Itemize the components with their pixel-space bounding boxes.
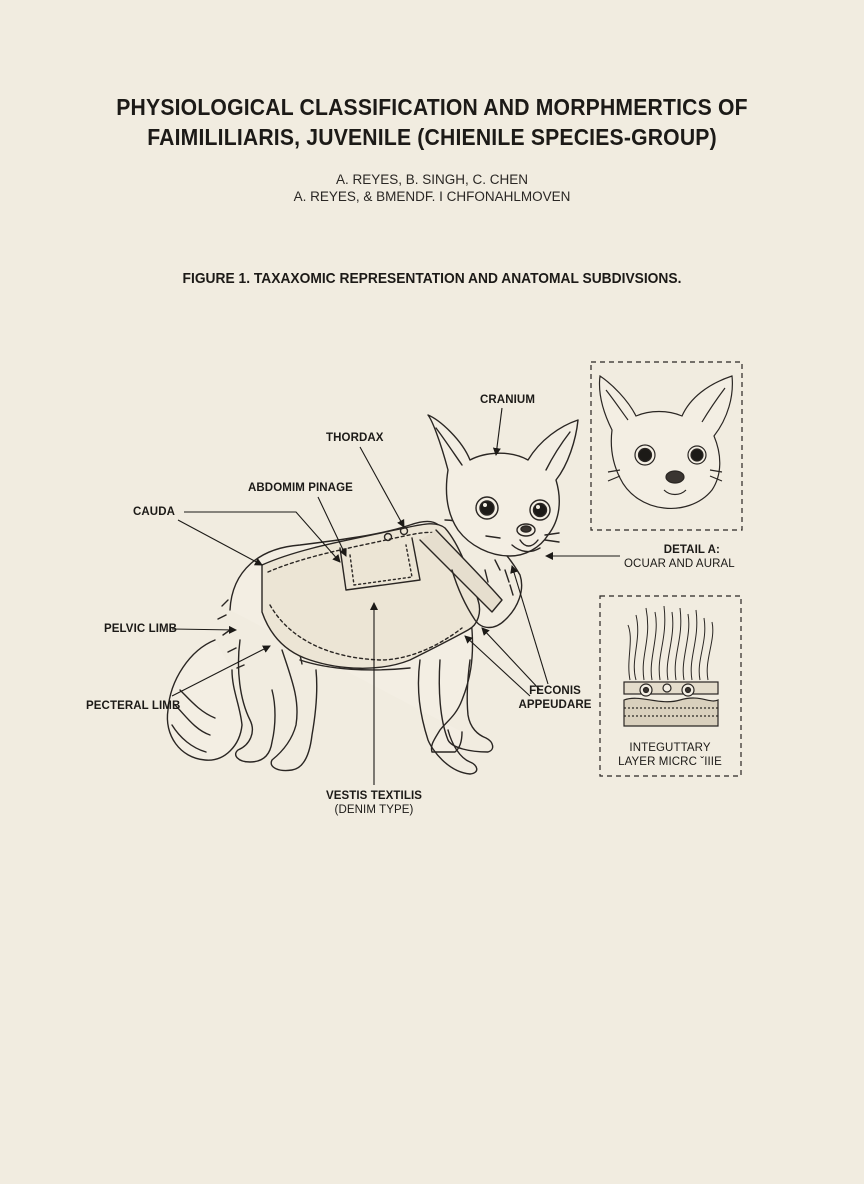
label-vestis (324, 789, 424, 817)
cranium-leader (496, 408, 502, 455)
label-detail-a (624, 543, 735, 571)
title-line-2: FAIMILILIARIS, JUVENILE (CHIENILE SPECIES-GROUP) (147, 124, 717, 150)
label-abdomen: ABDOMIM PINAGE (248, 482, 353, 494)
label-thorax: THORDAX (326, 432, 384, 444)
vestis-line-1: VESTIS TEXTILIS (325, 790, 423, 802)
figure-caption: FIGURE 1. TAXAXOMIC REPRESENTATION AND ANATOMAL SUBDIVSIONS. (182, 270, 682, 287)
integument-line-2: LAYER MICRC ˇIIIE (618, 756, 722, 768)
label-feconis (512, 684, 598, 712)
detail-face-sketch (600, 376, 733, 508)
label-integument (604, 741, 736, 769)
cauda-leader-2 (178, 520, 262, 565)
hair-strands (628, 606, 713, 680)
label-cranium: CRANIUM (480, 394, 535, 406)
thorax-leader (360, 447, 404, 527)
authors-line-1: A. REYES, B. SINGH, C. CHEN (335, 172, 529, 187)
vestis-line-2: (DENIM TYPE) (334, 804, 414, 816)
detail-a-inset (591, 362, 742, 530)
detail-a-line-2: OCUAR AND AURAL (624, 558, 735, 570)
hind-leg-right (271, 650, 317, 771)
feconis-line-2: APPEUDARE (518, 699, 592, 711)
title-line-1: PHYSIOLOGICAL CLASSIFICATION AND MORPHMERTICS OF (116, 94, 748, 120)
hind-leg-left (236, 640, 275, 762)
authors-line-2: A. REYES, & BMENDF. I CHFONAHLMOVEN (293, 189, 571, 204)
integument-line-1: INTEGUTTARY (629, 742, 711, 754)
feconis-line-1: FECONIS (529, 685, 581, 697)
pelvic-limb-leader (172, 629, 236, 630)
label-pectoral-limb: PECTERAL LIMB (86, 700, 181, 712)
chihuahua-illustration (167, 415, 578, 774)
label-pelvic-limb: PELVIC LIMB (104, 623, 178, 635)
detail-a-line-1: DETAIL A: (663, 544, 720, 556)
label-cauda: CAUDA (133, 506, 176, 518)
